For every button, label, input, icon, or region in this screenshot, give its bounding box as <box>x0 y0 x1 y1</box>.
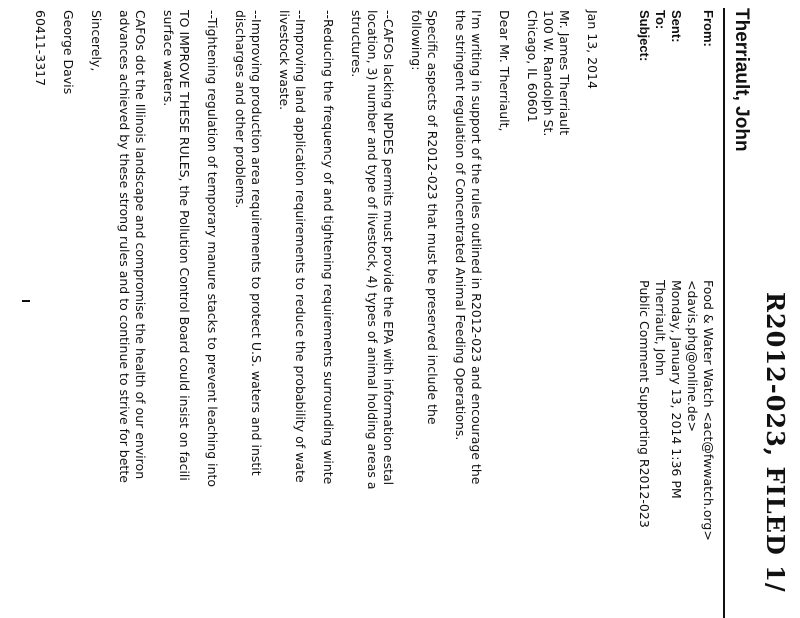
address-line: Mr. James Therriault <box>557 10 572 136</box>
paragraph-line: --Improving production area requirements to protect U.S. waters and instit <box>249 10 264 476</box>
sender-name: Therriault, John <box>731 8 752 152</box>
to-value: Therriault, John <box>653 280 668 376</box>
paragraph-line: surface waters. <box>161 10 176 107</box>
sent-label: Sent: <box>669 10 684 43</box>
list-item-npdes <box>348 10 396 490</box>
paragraph-line: following: <box>409 10 424 71</box>
from-value-address: <davis.phg@online.de> <box>685 280 700 432</box>
paragraph-line: structures. <box>349 10 364 78</box>
paragraph-line: --CAFOs lacking NPDES permits must provide the EPA with information estal <box>381 10 396 486</box>
filing-stamp: R2012-023, FILED 1/ <box>761 292 790 593</box>
from-label: From: <box>701 10 716 47</box>
paragraph-line: I'm writing in support of the rules outlined in R2012-023 and encourage the <box>469 10 484 485</box>
paragraph-line: TO IMPROVE THESE RULES, the Pollution Control Board could insist on facili <box>177 10 192 481</box>
paragraph-line: advances achieved by these strong rules and to continue to strive for bette <box>117 10 132 483</box>
paragraph-line: the stringent regulation of Concentrated Animal Feeding Operations. <box>453 10 468 441</box>
signature-name: George Davis <box>61 10 76 95</box>
letter-date: Jan 13, 2014 <box>585 10 600 89</box>
list-item-manure-stacks <box>204 10 220 490</box>
aspects-paragraph <box>408 10 440 490</box>
email-header-labels <box>636 10 716 61</box>
paragraph-line: livestock waste. <box>277 10 292 111</box>
improve-paragraph <box>160 10 192 490</box>
list-item-production-area <box>232 10 264 490</box>
address-line: 100 W. Randolph St. <box>541 10 556 137</box>
signoff: Sincerely, <box>89 10 104 72</box>
intro-paragraph <box>452 10 484 490</box>
to-label: To: <box>653 10 668 30</box>
header-divider <box>723 8 725 618</box>
paragraph-line: --Reducing the frequency of and tightening requirements surrounding winte <box>321 10 336 485</box>
list-item-winter <box>320 10 336 490</box>
address-line: Chicago, IL 60601 <box>525 10 540 123</box>
paragraph-line: --Tightening regulation of temporary manure stacks to prevent leaching into <box>205 10 220 488</box>
subject-label: Subject: <box>637 10 652 62</box>
email-header-values <box>636 280 716 541</box>
subject-value: Public Comment Supporting R2012-023 <box>637 280 652 528</box>
paragraph-line: discharges and other problems. <box>233 10 248 209</box>
paragraph-line: CAFOs dot the Illinois landscape and compromise the health of our environ <box>133 10 148 480</box>
zip-code: 60411-3317 <box>33 10 48 87</box>
recipient-address <box>524 10 572 490</box>
letter-body <box>20 10 600 490</box>
paragraph-line: location, 3) number and type of livestock, 4) types of animal holding areas a <box>365 10 380 490</box>
from-value: Food & Water Watch <act@fwwatch.org> <box>701 280 716 541</box>
salutation: Dear Mr. Therriault, <box>497 10 512 132</box>
closing-paragraph <box>116 10 148 490</box>
paragraph-line: Specific aspects of R2012-023 that must be preserved include the <box>425 10 440 425</box>
list-item-land-application <box>276 10 308 490</box>
paragraph-line: --Improving land application requirements to reduce the probability of wate <box>293 10 308 483</box>
page-number <box>22 300 30 302</box>
sent-value: Monday, January 13, 2014 1:36 PM <box>669 280 684 499</box>
